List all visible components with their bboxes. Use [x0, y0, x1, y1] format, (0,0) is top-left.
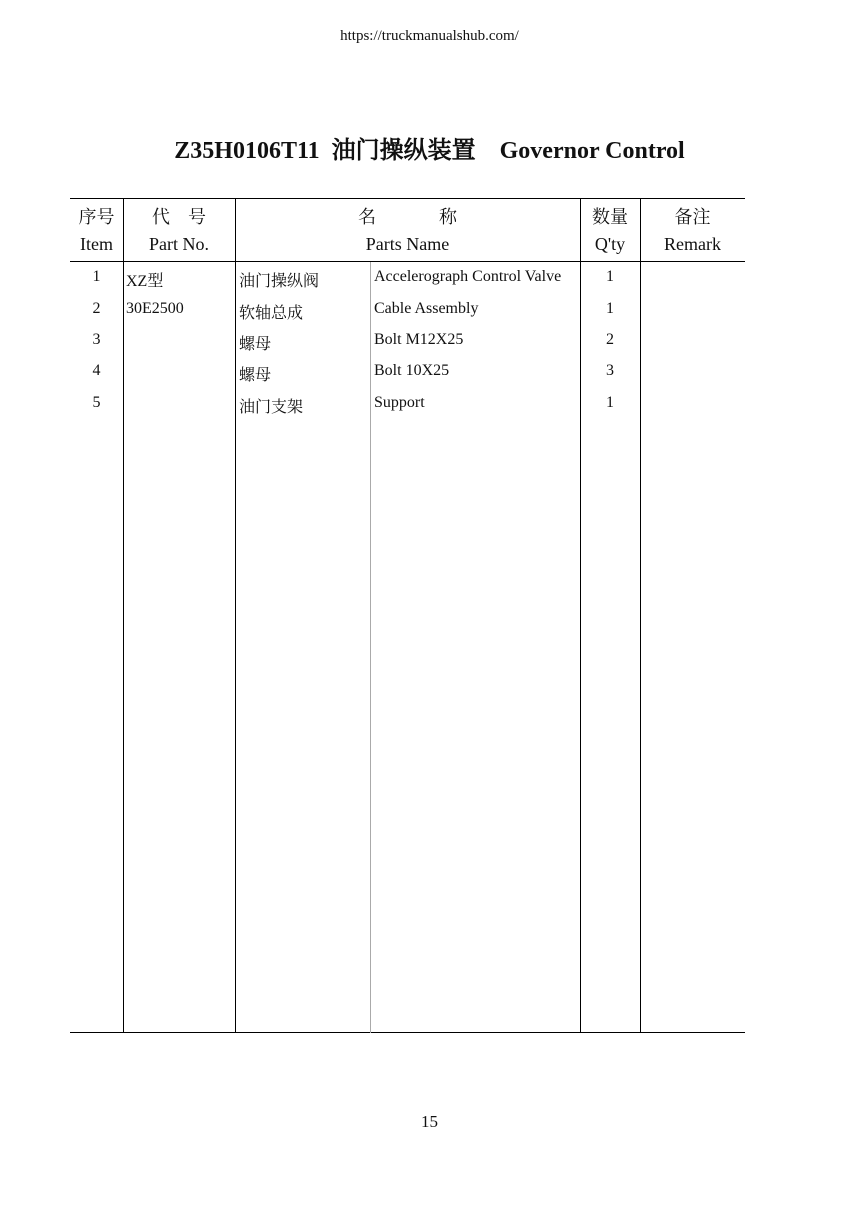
row-qty: 3: [606, 362, 614, 379]
header-qty-cn: 数量: [592, 207, 628, 227]
table-header-rule: [70, 261, 745, 262]
page-title: Z35H0106T11 油门操纵装置 Governor Control: [174, 138, 685, 164]
row-name-cn: 油门支架: [239, 399, 304, 416]
header-partsname-en: Parts Name: [365, 234, 450, 254]
header-item-cn: 序号: [78, 207, 115, 227]
header-partno-cn: 代 号: [152, 207, 206, 227]
header-partsname: [235, 204, 580, 258]
header-qty-en: Q'ty: [594, 234, 626, 254]
table-top-rule: [70, 198, 745, 199]
row-name-en: Support: [374, 394, 425, 411]
header-partno-en: Part No.: [149, 234, 209, 254]
row-item: 4: [92, 362, 101, 379]
column-divider: [580, 198, 581, 1033]
row-item: 2: [92, 300, 101, 317]
column-divider: [640, 198, 641, 1033]
column-divider: [123, 198, 124, 1033]
header-qty: [580, 204, 640, 258]
header-item-en: Item: [80, 234, 113, 254]
row-name-en: Accelerograph Control Valve: [374, 268, 562, 285]
row-qty: 1: [606, 300, 614, 317]
row-qty: 2: [606, 331, 614, 348]
header-remark-cn: 备注: [674, 207, 711, 227]
row-item: 1: [92, 268, 101, 285]
row-qty: 1: [606, 394, 614, 411]
header-partno: [123, 204, 235, 258]
row-name-en: Bolt M12X25: [374, 331, 464, 348]
column-divider: [235, 198, 236, 1033]
table-bottom-rule: [70, 1032, 745, 1033]
header-url: https://truckmanualshub.com/: [340, 28, 519, 44]
row-name-cn: 螺母: [239, 367, 272, 384]
header-item: [70, 204, 123, 258]
row-part-no: XZ型: [126, 273, 164, 290]
row-name-cn: 软轴总成: [239, 305, 304, 322]
page-number: 15: [421, 1112, 438, 1131]
header-remark: [640, 204, 745, 258]
row-name-cn: 螺母: [239, 336, 272, 353]
row-name-en: Cable Assembly: [374, 300, 479, 317]
row-qty: 1: [606, 268, 614, 285]
header-partsname-cn: 名 称: [358, 207, 457, 227]
row-item: 3: [92, 331, 101, 348]
row-name-cn: 油门操纵阀: [239, 273, 320, 290]
header-remark-en: Remark: [664, 234, 721, 254]
row-part-no: 30E2500: [126, 300, 184, 317]
row-name-en: Bolt 10X25: [374, 362, 450, 379]
column-divider: [370, 262, 371, 1033]
row-item: 5: [92, 394, 101, 411]
